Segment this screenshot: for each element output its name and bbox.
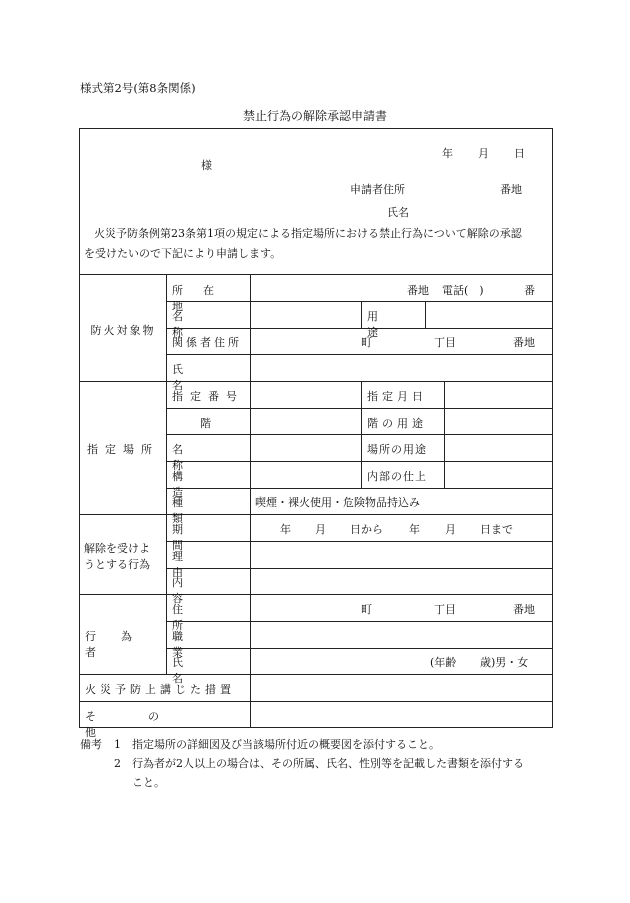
release-group-label-1: 解除を受けよ: [84, 542, 150, 555]
actor-chome: 丁目: [434, 603, 456, 616]
form-number-label: 様式第2号(第8条関係): [80, 81, 196, 95]
place-floor-label: 階: [200, 417, 211, 430]
remark-text-2-cont: こと。: [132, 776, 165, 789]
owner-cho: 町: [361, 336, 372, 349]
addressee-suffix: 様: [201, 159, 212, 172]
place-name-label: 名称: [172, 443, 231, 472]
statement-line-2: を受けたいので下記により申請します。: [84, 247, 282, 260]
place-floor-use-label: 階の用途: [367, 417, 427, 430]
statement-line-1: 火災予防条例第23条第1項の規定による指定場所における禁止行為について解除の承認: [94, 227, 522, 240]
actor-name-label: 氏名: [172, 656, 231, 685]
actor-occupation-label: 職業: [172, 630, 231, 659]
other-label: その他: [85, 710, 211, 739]
actor-banchi: 番地: [513, 603, 535, 616]
remarks: [80, 735, 524, 792]
actor-address-label: 住所: [172, 603, 231, 632]
location-label: 所在地: [172, 284, 234, 313]
actor-age-close: 歳)男・女: [480, 656, 529, 669]
remark-number-1: 1: [114, 738, 121, 751]
application-form-table: [79, 128, 553, 739]
period-from-day: 日から: [350, 523, 383, 536]
applicant-name-label: 氏名: [387, 206, 409, 219]
location-ban: 番: [524, 284, 535, 297]
remark-number-2: 2: [114, 757, 121, 770]
period-to-year: 年: [409, 523, 420, 536]
applicant-banchi: 番地: [500, 183, 522, 196]
actor-group-label: 行為者: [85, 630, 157, 659]
place-number-label: 指定番号: [172, 390, 244, 403]
date-year: 年: [442, 147, 453, 160]
period-to-month: 月: [445, 523, 456, 536]
actor-age-open: (年齢: [430, 656, 457, 669]
target-group-label: 防火対象物: [90, 324, 156, 337]
date-day: 日: [514, 147, 525, 160]
period-to-day: 日まで: [480, 523, 513, 536]
content-label: 内容: [172, 576, 231, 605]
owner-banchi: 番地: [513, 336, 535, 349]
place-kind-label: 種類: [172, 496, 231, 525]
reason-label: 理由: [172, 550, 231, 579]
owner-chome: 丁目: [434, 336, 456, 349]
measures-label: 火災予防上講じた措置: [85, 683, 235, 696]
place-date-label: 指定月日: [367, 390, 427, 403]
owner-address-label: 関係者住所: [172, 336, 242, 349]
place-structure-label: 構造: [172, 470, 231, 499]
period-label: 期間: [172, 523, 231, 552]
target-use-label: 用途: [367, 310, 396, 339]
period-from-year: 年: [280, 523, 291, 536]
period-from-month: 月: [315, 523, 326, 536]
owner-name-label: 氏名: [172, 363, 231, 392]
remarks-label: 備考: [80, 738, 102, 751]
remark-text-2: 行為者が2人以上の場合は、その所属、氏名、性別等を記載した書類を添付する: [132, 757, 524, 770]
location-banchi: 番地: [407, 284, 429, 297]
place-interior-label: 内部の仕上: [367, 470, 427, 483]
remark-text-1: 指定場所の詳細図及び当該場所付近の概要図を添付すること。: [132, 738, 440, 751]
location-tel: 電話( ): [442, 284, 484, 297]
date-month: 月: [478, 147, 489, 160]
actor-cho: 町: [361, 603, 372, 616]
applicant-address-label: 申請者住所: [350, 183, 405, 196]
release-group-label-2: うとする行為: [84, 558, 150, 571]
target-name-label: 名称: [172, 310, 231, 339]
place-kind-value: 喫煙・裸火使用・危険物品持込み: [255, 496, 420, 509]
document-title: 禁止行為の解除承認申請書: [242, 109, 387, 123]
place-use-label: 場所の用途: [367, 443, 427, 456]
place-group-label: 指定場所: [87, 443, 159, 456]
